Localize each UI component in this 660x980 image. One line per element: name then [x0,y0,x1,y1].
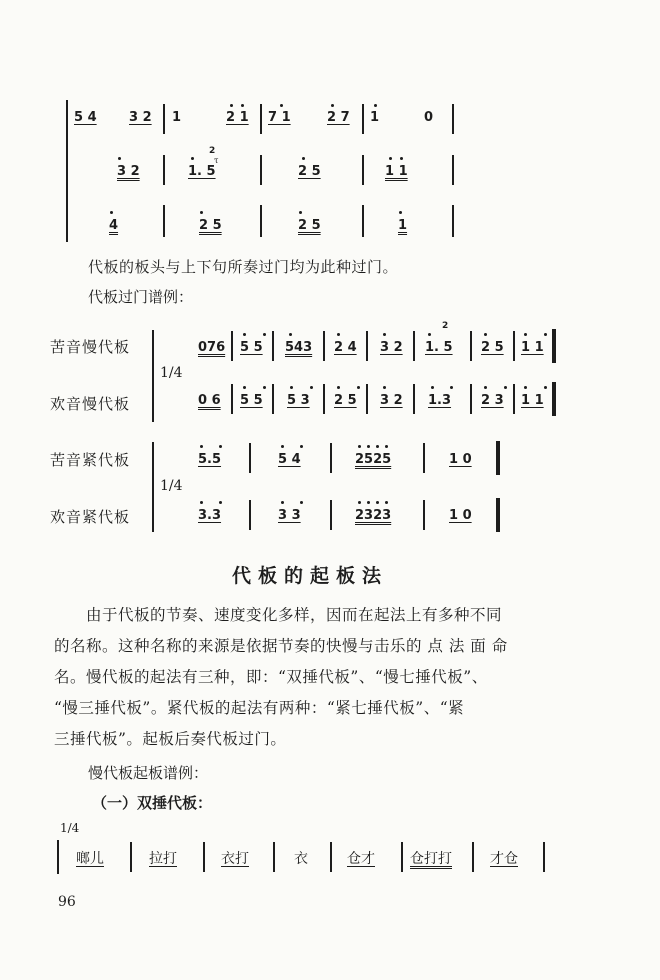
top-note: 2 5 [298,218,321,233]
top-note: 2 5 [298,164,321,179]
example-label: 慢代板起板谱例： [88,764,209,782]
body-line: 名。慢代板的起法有三种，即：“双捶代板”、“慢七捶代板”、 [54,668,488,686]
grace-note: 2 [442,321,449,331]
percussion-cell: 仓打打 [410,851,452,867]
top-note: 1 [398,218,408,233]
percussion-cell: 啷儿 [76,851,104,867]
top-note: 2 1 [226,110,249,125]
row-label: 欢音慢代板 [50,395,131,413]
percussion-cell: 仓才 [347,851,375,867]
time-signature: 1/4 [60,821,80,835]
slow-cell: 2 5 [334,393,357,408]
top-note: 5 4 [74,110,97,125]
fast-cell: 1 0 [449,452,472,467]
fast-cell: 3 3 [278,508,301,523]
fast-cell: 1 0 [449,508,472,523]
slow-cell: 1 1 [521,393,544,408]
body-line: “慢三捶代板”。紧代板的起法有两种：“紧七捶代板”、“紧 [54,699,465,717]
top-note: 1. 5 [188,164,216,179]
row-label: 欢音紧代板 [50,508,131,526]
page-number: 96 [58,894,76,910]
subheading: （一）双捶代板： [92,794,213,812]
body-line: 的名称。这种名称的来源是依据节奏的快慢与击乐的 点 法 面 命 [54,637,508,655]
grace-note: 2 [209,146,216,156]
section-title: 代板的起板法 [231,565,388,587]
caption-intro: 代板的板头与上下句所奏过门均为此种过门。 [88,258,399,276]
slow-cell: 1. 5 [425,340,453,355]
top-note: 1 1 [385,164,408,179]
slow-cell: 1.3 [428,393,452,408]
slow-cell: 2 4 [334,340,357,355]
top-note: 0 [424,110,434,125]
body-line: 由于代板的节奏、速度变化多样，因而在起法上有多种不同 [86,606,503,624]
body-line: 三捶代板”。起板后奏代板过门。 [54,730,287,748]
time-signature: 1/4 [160,365,183,381]
percussion-cell: 衣 [294,851,308,867]
caption-example: 代板过门谱例： [88,288,194,306]
slow-cell: 076 [198,340,226,355]
top-note: 2 7 [327,110,350,125]
slow-cell: 3 2 [380,340,403,355]
top-note: 1 [172,110,182,125]
fast-cell: 2525 [355,452,392,467]
fast-cell: 5.5 [198,452,222,467]
slow-cell: 543 [285,340,313,355]
time-signature: 1/4 [160,478,183,494]
top-note: 7 1 [268,110,291,125]
top-note: 1 [370,110,380,125]
slow-cell: 2 5 [481,340,504,355]
slow-cell: 2 3 [481,393,504,408]
slow-cell: 5 5 [240,340,263,355]
top-note: 4 [109,218,119,233]
slow-cell: 1 1 [521,340,544,355]
fast-cell: 2323 [355,508,392,523]
percussion-cell: 才仓 [490,851,518,867]
slow-cell: 0 6 [198,393,221,408]
percussion-cell: 拉打 [149,851,177,867]
slow-cell: 5 5 [240,393,263,408]
slow-cell: 3 2 [380,393,403,408]
fast-cell: 3.3 [198,508,222,523]
slow-cell: 5 3 [287,393,310,408]
row-label: 苦音慢代板 [50,338,131,356]
top-note: 2 5 [199,218,222,233]
percussion-cell: 衣打 [221,851,249,867]
top-note: 3 2 [117,164,140,179]
fast-cell: 5 4 [278,452,301,467]
top-note: 3 2 [129,110,152,125]
turn-sign: τ [214,156,219,165]
row-label: 苦音紧代板 [50,451,131,469]
